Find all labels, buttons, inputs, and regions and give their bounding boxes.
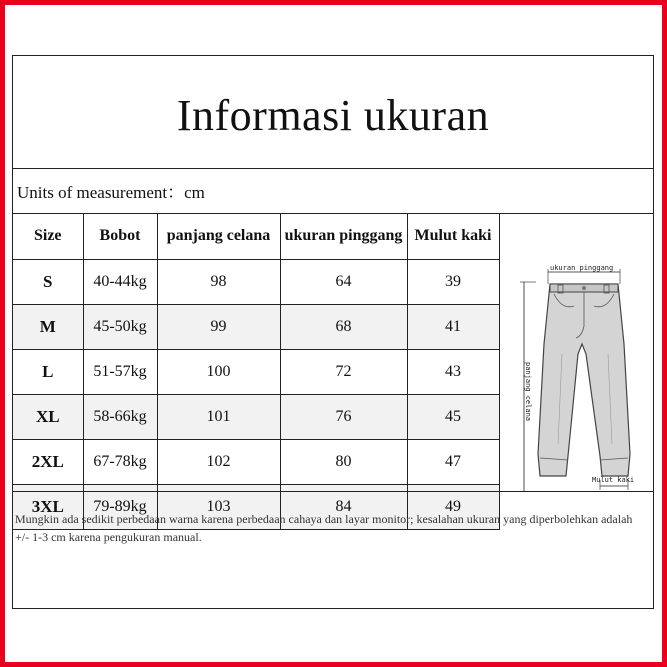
table-row (13, 439, 499, 484)
mulut-cell: 43 (407, 349, 499, 394)
size-chart-sheet (12, 55, 654, 609)
pants-diagram (500, 214, 652, 491)
mulut-cell: 49 (407, 484, 499, 529)
table-row (13, 259, 499, 304)
pinggang-cell: 76 (280, 394, 407, 439)
panjang-cell: 99 (157, 304, 280, 349)
pinggang-cell: 68 (280, 304, 407, 349)
disclaimer-note: Mungkin ada sedikit perbedaan warna karena perbedaan cahaya dan layar monitor; kesalahan ukuran yang diperbolehkan adalah +/- 1-3 cm karena pengukuran manual. (15, 512, 633, 544)
panjang-cell: 102 (157, 439, 280, 484)
mulut-cell: 45 (407, 394, 499, 439)
mulut-cell: 47 (407, 439, 499, 484)
units-row (13, 168, 653, 214)
bobot-cell: 40-44kg (83, 259, 157, 304)
pinggang-cell: 84 (280, 484, 407, 529)
panjang-cell: 101 (157, 394, 280, 439)
bobot-cell: 45-50kg (83, 304, 157, 349)
waist-label: ukuran pinggang (550, 264, 614, 272)
size-cell: XL (13, 394, 83, 439)
size-cell: 2XL (13, 439, 83, 484)
pants-icon (538, 284, 630, 476)
pinggang-cell: 72 (280, 349, 407, 394)
units-label: Units of measurement：cm (17, 183, 205, 202)
size-cell: M (13, 304, 83, 349)
header-mulut-kaki: Mulut kaki (407, 214, 499, 259)
header-ukuran-pinggang: ukuran pinggang (280, 214, 407, 259)
size-cell: L (13, 349, 83, 394)
bobot-cell: 51-57kg (83, 349, 157, 394)
bobot-cell: 67-78kg (83, 439, 157, 484)
table-row (13, 304, 499, 349)
table-header-row (13, 214, 499, 259)
mulut-cell: 41 (407, 304, 499, 349)
title-row (13, 56, 653, 169)
pinggang-cell: 80 (280, 439, 407, 484)
header-bobot: Bobot (83, 214, 157, 259)
size-cell: 3XL (13, 484, 83, 529)
pants-diagram-cell (499, 214, 653, 491)
panjang-cell: 103 (157, 484, 280, 529)
mulut-cell: 39 (407, 259, 499, 304)
page-title: Informasi ukuran (176, 90, 490, 140)
header-panjang-celana: panjang celana (157, 214, 280, 259)
bobot-cell: 58-66kg (83, 394, 157, 439)
note-row (13, 491, 653, 608)
table-row (13, 349, 499, 394)
panjang-cell: 98 (157, 259, 280, 304)
length-dimension (520, 282, 536, 491)
size-table (13, 214, 500, 530)
header-size: Size (13, 214, 83, 259)
hem-label: Mulut kaki (592, 476, 635, 484)
length-label: panjang celana (524, 362, 532, 422)
table-row (13, 394, 499, 439)
pinggang-cell: 64 (280, 259, 407, 304)
size-cell: S (13, 259, 83, 304)
waist-dimension (548, 264, 620, 284)
panjang-cell: 100 (157, 349, 280, 394)
bobot-cell: 79-89kg (83, 484, 157, 529)
